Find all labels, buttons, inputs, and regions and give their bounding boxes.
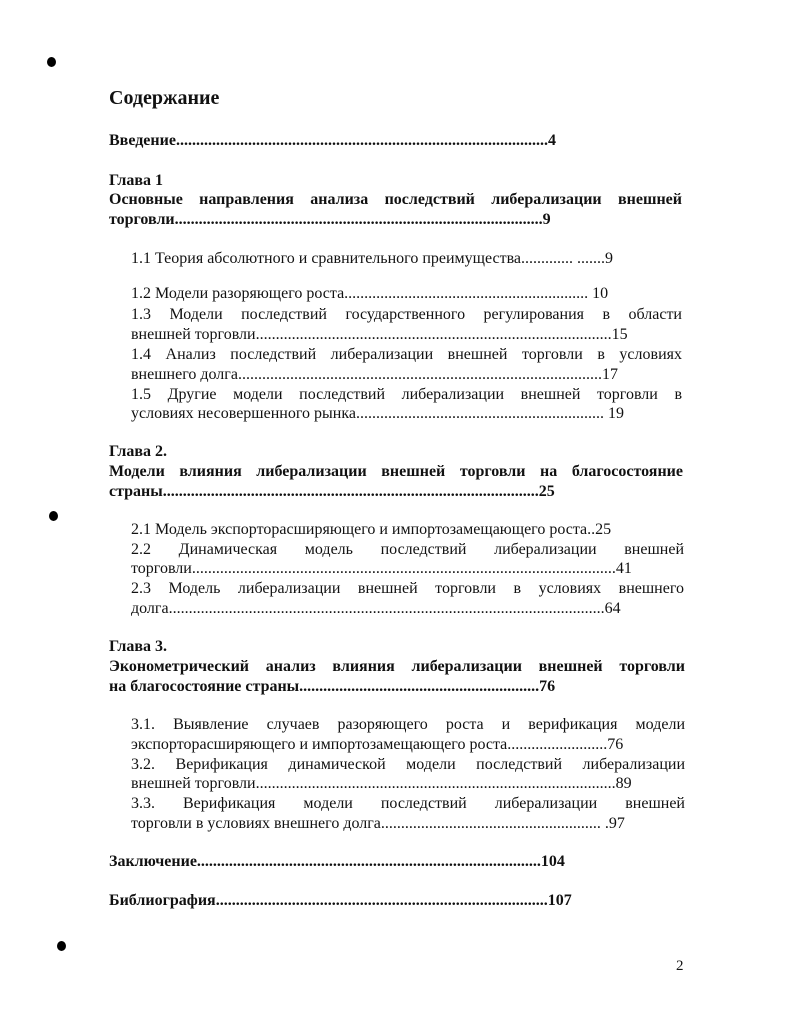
chapter-2-title: Модели влияния либерализации внешней торговли на благосостояние <box>109 463 683 480</box>
chapter-3-title: Эконометрический анализ влияния либерализации внешней торговли <box>109 658 685 675</box>
chapter-2-title-continued: страны..............................................................................................25 <box>109 483 555 500</box>
toc-entry-1-5-continued: условиях несовершенного рынка.............................................................. 19 <box>131 405 624 422</box>
toc-entry-2-3-continued: долга.............................................................................................................64 <box>131 600 621 617</box>
page-title: Содержание <box>109 87 220 109</box>
toc-entry-conclusion: Заключение......................................................................................104 <box>109 853 565 870</box>
toc-entry-3-2: 3.2. Верификация динамической модели последствий либерализации <box>131 756 685 773</box>
toc-entry-1-5: 1.5 Другие модели последствий либерализации внешней торговли в <box>131 386 682 403</box>
toc-entry-1-1: 1.1 Теория абсолютного и сравнительного преимущества............. .......9 <box>131 250 614 267</box>
page-number: 2 <box>676 958 684 974</box>
toc-entry-3-3: 3.3. Верификация модели последствий либерализации внешней <box>131 795 685 812</box>
toc-entry-1-3: 1.3 Модели последствий государственного регулирования в области <box>131 306 682 323</box>
toc-entry-3-2-continued: внешней торговли..........................................................................................89 <box>131 775 632 792</box>
toc-entry-1-4-continued: внешнего долга...........................................................................................17 <box>131 366 618 383</box>
toc-entry-bibliography: Библиография...................................................................................107 <box>109 892 572 909</box>
toc-entry-1-2: 1.2 Модели разоряющего роста............................................................. 10 <box>131 285 609 302</box>
toc-entry-2-1: 2.1 Модель экспорторасширяющего и импортозамещающего роста..25 <box>131 521 612 538</box>
toc-entry-2-2: 2.2 Динамическая модель последствий либерализации внешней <box>131 541 684 558</box>
punch-hole-mark <box>57 941 66 951</box>
punch-hole-mark <box>47 57 56 67</box>
chapter-3-title-continued: на благосостояние страны............................................................76 <box>109 678 556 695</box>
chapter-1-title: Основные направления анализа последствий либерализации внешней <box>109 191 682 208</box>
chapter-1-label: Глава 1 <box>109 172 163 189</box>
toc-entry-introduction: Введение.............................................................................................4 <box>109 132 556 149</box>
toc-entry-2-3: 2.3 Модель либерализации внешней торговли в условиях внешнего <box>131 580 684 597</box>
toc-entry-3-3-continued: торговли в условиях внешнего долга....................................................... .97 <box>131 815 625 832</box>
punch-hole-mark <box>49 511 58 521</box>
toc-entry-1-3-continued: внешней торговли.........................................................................................15 <box>131 326 628 343</box>
chapter-3-label: Глава 3. <box>109 638 167 655</box>
toc-entry-2-2-continued: торговли..........................................................................................................41 <box>131 560 632 577</box>
chapter-2-label: Глава 2. <box>109 443 167 460</box>
toc-entry-3-1: 3.1. Выявление случаев разоряющего роста и верификация модели <box>131 716 685 733</box>
toc-entry-3-1-continued: экспорторасширяющего и импортозамещающего роста.........................76 <box>131 736 624 753</box>
chapter-1-title-continued: торговли............................................................................................9 <box>109 211 551 228</box>
toc-entry-1-4: 1.4 Анализ последствий либерализации внешней торговли в условиях <box>131 346 682 363</box>
